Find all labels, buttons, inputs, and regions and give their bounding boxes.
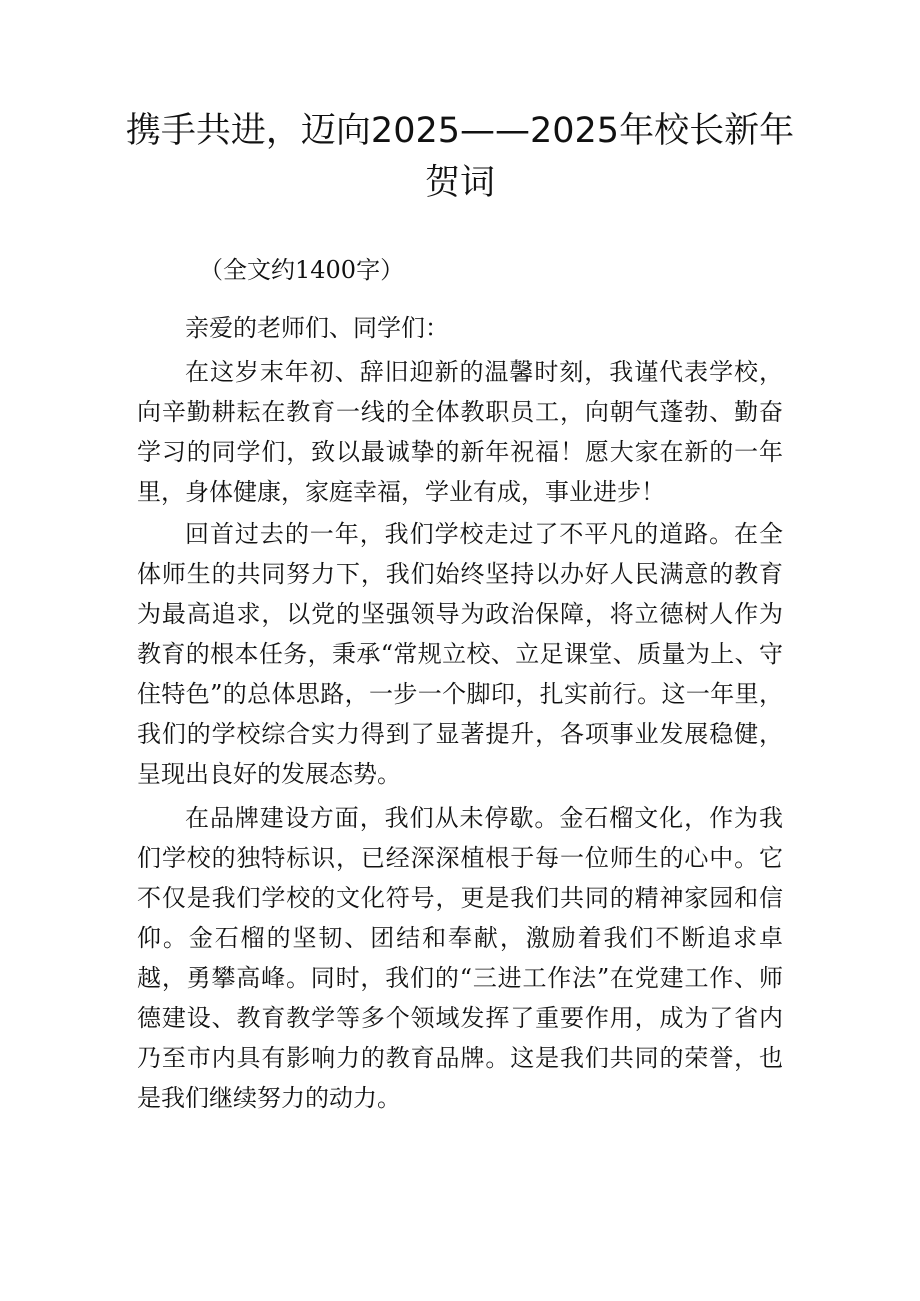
- paragraph-greeting: 在这岁末年初、辞旧迎新的温馨时刻，我谨代表学校，向辛勤耕耘在教育一线的全体教职员工，向朝气蓬勃、勤奋学习的同学们，致以最诚挚的新年祝福！愿大家在新的一年里，身体健康，家庭幸福，学业有成，事业进步！: [137, 358, 783, 506]
- document-body: [137, 250, 783, 1122]
- paragraph-brand: 在品牌建设方面，我们从未停歇。金石榴文化，作为我们学校的独特标识，已经深深植根于每一位师生的心中。它不仅是我们学校的文化符号，更是我们共同的精神家园和信仰。金石榴的坚韧、团结和奉献，激励着我们不断追求卓越，勇攀高峰。同时，我们的“三进工作法”在党建工作、师德建设、教育教学等多个领域发挥了重要作用，成为了省内乃至市内具有影响力的教育品牌。这是我们共同的荣誉，也是我们继续努力的动力。: [137, 804, 783, 1112]
- title-line-1: 携手共进，迈向2025——2025年校长新年: [125, 111, 795, 151]
- word-count-note: （全文约1400字）: [199, 256, 405, 284]
- title-line-2: 贺词: [424, 163, 495, 203]
- paragraph-review: 回首过去的一年，我们学校走过了不平凡的道路。在全体师生的共同努力下，我们始终坚持以办好人民满意的教育为最高追求，以党的坚强领导为政治保障，将立德树人作为教育的根本任务，秉承“常规立校、立足课堂、质量为上、守住特色”的总体思路，一步一个脚印，扎实前行。这一年里，我们的学校综合实力得到了显著提升，各项事业发展稳健，呈现出良好的发展态势。: [137, 520, 783, 788]
- salutation: 亲爱的老师们、同学们：: [185, 314, 449, 342]
- document-title: [120, 105, 800, 209]
